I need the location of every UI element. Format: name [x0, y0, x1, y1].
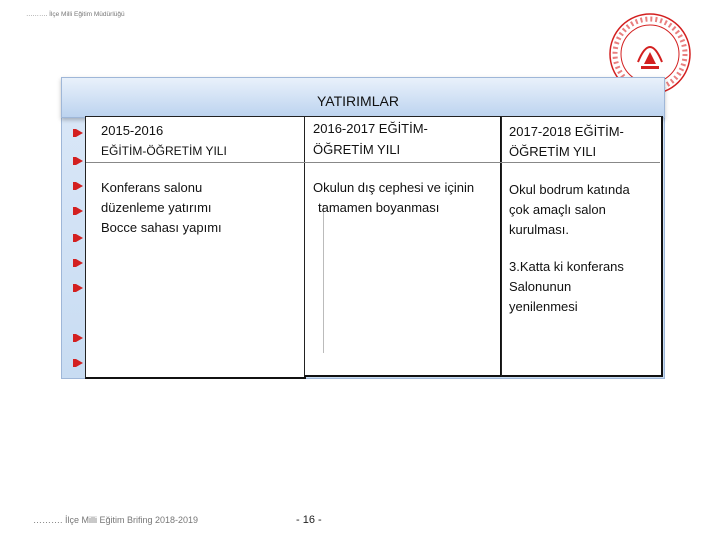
red-arrow-bullet-icon	[72, 206, 84, 216]
year-subheading-2016: ÖĞRETİM YILI	[313, 142, 401, 157]
footer-text: ………. İlçe Milli Eğitim Brifing 2018-2019	[33, 515, 199, 525]
year-subheading-2015: EĞİTİM-ÖĞRETİM YILI	[101, 144, 227, 158]
list-item: tamamen boyanması	[318, 200, 440, 215]
row-divider	[86, 162, 660, 163]
page-number: - 16 -	[296, 514, 322, 526]
title-bar	[61, 77, 665, 118]
list-item: kurulması.	[509, 222, 569, 237]
list-item: çok amaçlı salon	[509, 202, 606, 217]
year-heading-2017: 2017-2018 EĞİTİM-	[509, 124, 624, 139]
slide-title: YATIRIMLAR	[317, 93, 399, 109]
red-arrow-bullet-icon	[72, 128, 84, 138]
red-arrow-bullet-icon	[72, 181, 84, 191]
list-item: yenilenmesi	[509, 299, 578, 314]
list-item: 3.Katta ki konferans	[509, 259, 624, 274]
list-item: Okulun dış cephesi ve içinin	[313, 180, 475, 195]
list-item: Bocce sahası yapımı	[101, 220, 222, 235]
list-item: Salonunun	[509, 279, 572, 294]
list-item: düzenleme yatırımı	[101, 200, 212, 215]
year-subheading-2017: ÖĞRETİM YILI	[509, 144, 597, 159]
year-heading-2015: 2015-2016	[101, 123, 164, 138]
red-arrow-bullet-icon	[72, 283, 84, 293]
list-item: Konferans salonu	[101, 180, 203, 195]
year-heading-2016: 2016-2017 EĞİTİM-	[313, 121, 428, 136]
red-arrow-bullet-icon	[72, 156, 84, 166]
red-arrow-bullet-icon	[72, 333, 84, 343]
header-text: ………. İlçe Milli Eğitim Müdürlüğü	[26, 11, 125, 18]
column-divider-line	[323, 205, 324, 353]
list-item: Okul bodrum katında	[509, 182, 630, 197]
red-arrow-bullet-icon	[72, 258, 84, 268]
red-arrow-bullet-icon	[72, 233, 84, 243]
red-arrow-bullet-icon	[72, 358, 84, 368]
